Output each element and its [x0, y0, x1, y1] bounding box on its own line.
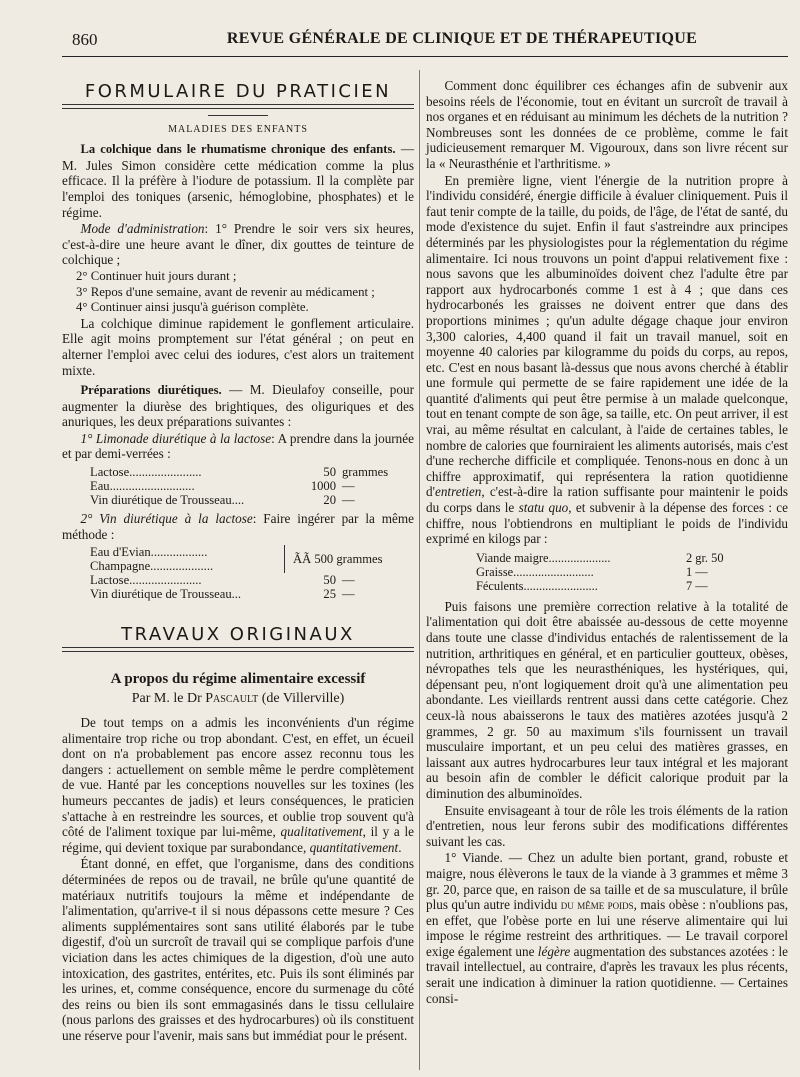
ornament-rule [208, 115, 268, 116]
ingredient: Lactose....................... [90, 573, 202, 588]
article-paragraph-2: Étant donné, en effet, que l'organisme, dans des conditions déterminées de repos ou de travail, ne brûle qu'une quantité de matériaux nutritifs toujours la même et indépendante de l'alimentation, qu'arrive-t il si nous dépassons cette mesure ? Ces aliments supplémentaires sont sans utilité élaborés par le tube digestif, d'où un surcroît de travail qui se complique parfois d'une viciation dans les actes chimiques de la digestion, d'où une auto intoxication, des gastrites, entérites, etc. Puis ils sont éliminés par les urines, et, comme conséquence, encore du surmenage du côté des reins ou bien ils sont emmagasinés dans le tissu cellulaire (nous parlons des graisses et des hydrocarbures) où ils constituent une réserve pour l'avenir, mais sans but immédiat pour le présent. [62, 856, 414, 1043]
right-paragraph-3: Puis faisons une première correction relative à la totalité de l'alimentation qui doit être abaissée au-dessous de cette moyenne dans toute une classe d'individus entachés de ralentissement de la nutrition, arthritiques en général, et en particulier goutteux, obèses, névropathes tels que les neurasthéniques, les hystériques, qui, dépensant peu, n'ont logiquement droit qu'à une alimentation peu abondante. Les vieillards rentrent aussi dans cette catégorie. Chez ceux-là nous abaisserons le taux des matières azotées jusqu'à 2 grammes, 2 gr. 50 au maximum s'ils fournissent un travail musculaire important, et un peu celui des matières grasses, en laissant aux autres hydrocarbures leur taux intégral et les majorant au besoin afin de combler le déficit calorique produit par la diminution des albuminoïdes. [426, 598, 788, 801]
article-author [62, 691, 414, 707]
right-paragraph-4: Ensuite envisageant à tour de rôle les trois éléments de la ration d'entretien, nous leur ferons subir des modifications différentes suivant les cas. [426, 802, 788, 849]
diuretiques-intro: — M. Dieulafoy conseille, pour augmenter la diurèse des brightiques, des oliguriques et des anuriques, les deux préparations suivantes : [62, 382, 414, 430]
recipe-1-text: : A prendre dans la journée et par demi-verrées : [62, 430, 414, 462]
colchique-conclusion: La colchique diminue rapidement le gonflement articulaire. Elle agit moins promptement sur l'état général ; on peut en alterner l'emploi avec celui des iodures, c'est alors un traitement mixte. [62, 315, 414, 378]
text-run: , c'est-à-dire la ration suffisante pour maintenir le poids du corps dans le [426, 484, 788, 516]
brace-quantity: ÃÃ 500 grammes [293, 552, 383, 567]
text-run: 1° Viande. — Chez un adulte bien portant, grand, robuste et maigre, nous élèverons le taux de la viande à 3 grammes et même 3 gr. 20, parce que, en raison de sa taille et de sa musculature, il brûle plus qu'un autre individu [426, 850, 788, 913]
article-title: A propos du régime alimentaire excessif [110, 670, 366, 687]
ration-row [476, 565, 788, 579]
author-prefix: Par M. le Dr [131, 691, 202, 707]
text-run: , il y a le régime, qui devient toxique par surabondance, [62, 824, 415, 855]
diuretiques-paragraph [62, 382, 414, 430]
emphasis: statu quo [518, 500, 569, 516]
colchique-paragraph [62, 141, 414, 220]
mode-step-3: 3° Repos d'une semaine, avant de revenir au médicament ; [76, 284, 375, 299]
quantity: 25 [323, 587, 336, 602]
colchique-title: La colchique dans le rhumatisme chronique des enfants. [80, 142, 396, 157]
ingredient: Vin diurétique de Trousseau.... [90, 493, 245, 508]
recipe-row [90, 587, 414, 601]
text-run: , et subvenir à la dépense des forces : ce chiffre, nous l'obtiendrons en multipliant le poids de l'individu exprimé en kilogs par : [426, 500, 789, 547]
right-paragraph-2 [426, 173, 788, 547]
mode-step-2: 2° Continuer huit jours durant ; [76, 268, 237, 283]
smallcaps-text: du même poids [560, 897, 634, 913]
right-paragraph-5 [426, 850, 788, 1006]
running-title: REVUE GÉNÉRALE DE CLINIQUE ET DE THÉRAPEUTIQUE [226, 30, 698, 47]
ration-value: 1 — [686, 564, 708, 579]
ration-item: Graisse.......................... [476, 564, 594, 579]
ration-value: 2 gr. 50 [686, 550, 724, 565]
page-header [62, 22, 788, 57]
emphasis: qualitativement [280, 824, 363, 840]
right-column [426, 78, 788, 1007]
recipe-row [90, 573, 414, 587]
ingredient: Eau d'Evian.................. [90, 545, 208, 560]
mode-step-4: 4° Continuer ainsi jusqu'à guérison complète. [76, 300, 309, 315]
ingredient: Lactose....................... [90, 465, 202, 480]
brace-items [90, 545, 285, 573]
travaux-title: TRAVAUX ORIGINAUX [121, 624, 355, 646]
recipe-1-intro [62, 431, 414, 462]
mode-administration [62, 221, 414, 268]
text-run: En première ligne, vient l'énergie de la nutrition propre à l'individu considéré, énergie difficile à évaluer cliniquement. Puis il faut tenir compte de la taille, du poids, de l'âge, de l'état de santé, du mode d'existence du sujet. Enfin il faut s'astreindre aux principes déterminés par les physiologistes pour la réglementation du régime alimentaire. Ici nous trouvons un point d'appui relativement fixe : nous savons que les albuminoïdes doivent chez l'adulte être par rapport aux hydrocarbonés comme 1 est à 4 ; que dans ces hydrocarbonés les graisses ne doivent entrer que dans des proportions minimes ; qu'un adulte dégage chaque jour environ 3,300 calories, 4,400 quand il fait un travail manuel, soit en moyenne 40 calories par kilogramme du poids du corps, au repos, etc. C'est en nous basant là-dessus que nous avons cherché à établir une formule qui permette de se faire rapidement une idée de la quantité d'aliments qui peut être permise à un malade quelconque, tout en tenant compte de son âge, sa taille, etc. On peut arriver, il est vrai, au même résultat en calculant, à l'aide de certaines tables, le nombre de calories que fourniraient les aliments autorisés, mais c'est d'une recherche difficile et compliquée. Tenons-nous en donc à un chiffre approximatif, qui représentera la ration quotidienne d' [426, 172, 788, 500]
colchique-intro: — M. Jules Simon considère cette médication comme la plus efficace. Il la préfère à l'iodure de potassium. Il la complète par l'emploi des toniques (arsenic, hémoglobine, phosphates) et le régime. [62, 141, 414, 220]
recipe-2-label: 2° Vin diurétique à la lactose [80, 511, 253, 527]
emphasis: entretien [434, 484, 482, 500]
recipe-row [90, 493, 414, 507]
ration-row [476, 579, 788, 593]
text-run: . [398, 839, 402, 855]
section-rule [62, 647, 414, 652]
section-rule [62, 104, 414, 109]
ration-value: 7 — [686, 578, 708, 593]
emphasis: légère [537, 943, 571, 959]
left-column [62, 78, 414, 1045]
page-number: 860 [72, 30, 98, 49]
diuretiques-title: Préparations diurétiques. [80, 383, 222, 398]
unit: — [342, 573, 355, 588]
subsection-heading: MALADIES DES ENFANTS [168, 123, 308, 135]
formulaire-title: FORMULAIRE DU PRATICIEN [84, 81, 392, 102]
ingredient: Champagne.................... [90, 559, 214, 574]
text-run: , mais obèse : n'oublions pas, en effet, que l'obèse porte en lui une réserve alimentaire qui lui impose le régime restreint des arthritiques. — Le travail corporel exige également une [426, 897, 788, 959]
article-paragraph-1 [62, 715, 414, 855]
recipe-2-text: : Faire ingérer par la même méthode : [62, 511, 414, 542]
ration-item: Viande maigre.................... [476, 550, 611, 565]
recipe-brace-group [90, 545, 414, 573]
author-name: Pascault [205, 691, 259, 707]
text-run: augmentation des substances azotées : le travail intellectuel, au contraire, d'après les travaux les plus récents, serait une indication à diminuer la ration quotidienne. — Certaines consi- [426, 943, 789, 1006]
ingredient: Vin diurétique de Trousseau... [90, 587, 242, 602]
recipe-row [90, 465, 414, 479]
unit: — [342, 479, 355, 494]
quantity: 20 [323, 493, 336, 508]
author-suffix: (de Villerville) [261, 691, 345, 707]
recipe-2-intro [62, 511, 414, 542]
column-divider [419, 70, 420, 1070]
recipe-1-table [90, 465, 414, 507]
quantity: 50 [323, 465, 336, 480]
recipe-row [90, 479, 414, 493]
unit: grammes [342, 465, 389, 480]
emphasis: quantitativement [309, 839, 399, 855]
quantity: 1000 [310, 479, 336, 494]
mode-step-1: : 1° Prendre le soir vers six heures, c'est-à-dire une heure avant le dîner, dix gouttes de teinture de colchique ; [62, 221, 414, 268]
ration-item: Féculents........................ [476, 578, 598, 593]
unit: — [342, 587, 355, 602]
unit: — [342, 493, 355, 508]
recipe-2-table [90, 545, 414, 601]
right-paragraph-1: Comment donc équilibrer ces échanges afin de subvenir aux besoins réels de l'économie, tout en évitant un surcroît de travail à nos organes et en réduisant au minimum les déchets de la nutrition ? Nombreuses sont les données de ce problème, comme le fait judicieusement remarquer M. Vigouroux, dans son livre récent sur la « Neurasthénie et l'arthritisme. » [426, 78, 788, 171]
mode-label: Mode d'administration [80, 221, 205, 237]
text-run: De tout temps on a admis les inconvénients d'un régime alimentaire trop riche ou trop abondant. C'est, en effet, un écueil dont on n'a probablement pas encore assez reconnu tous les dangers : actuellement on semble même le perdre complètement de vue. Hanté par les conceptions nouvelles sur les toxines (les humeurs peccantes de jadis) et leurs conséquences, le praticien s'attache à en restreindre les sources, et oublie trop souvent qu'à côté de l'aliment toxique par lui-même, [62, 715, 414, 840]
ration-row [476, 551, 788, 565]
quantity: 50 [323, 573, 336, 588]
ingredient: Eau........................... [90, 479, 195, 494]
ration-table [476, 551, 788, 593]
recipe-1-label: 1° Limonade diurétique à la lactose [80, 430, 272, 446]
